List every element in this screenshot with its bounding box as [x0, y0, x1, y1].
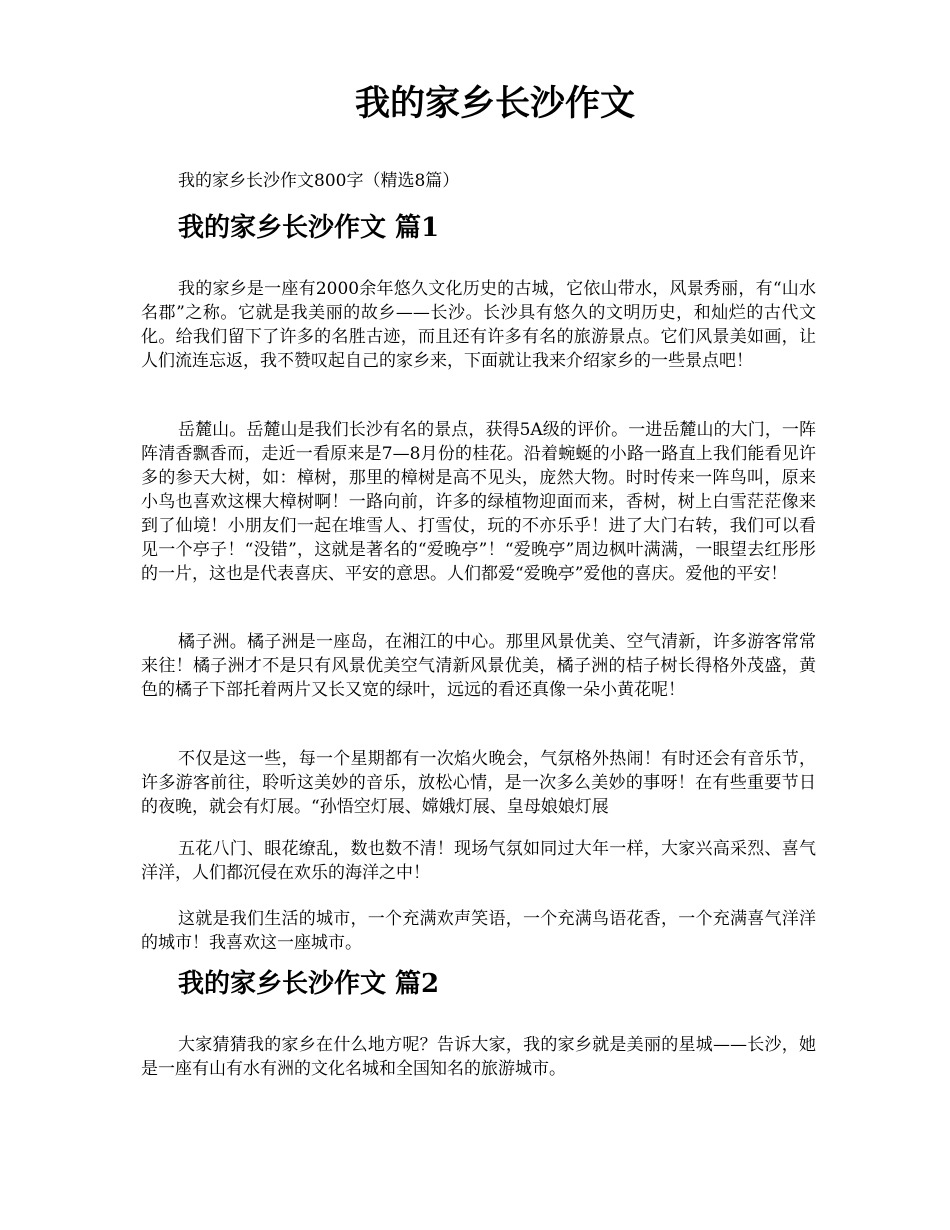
document-title: 我的家乡长沙作文: [354, 83, 635, 124]
paragraph: 不仅是这一些，每一个星期都有一次焰火晚会，气氛格外热闹！有时还会有音乐节，许多游客前往，聆听这美妙的音乐，放松心情，是一次多么美妙的事呀！在有些重要节日的夜晚，就会有灯展。“孙悟空灯展、嫦娥灯展、皇母娘娘灯展: [141, 749, 816, 817]
paragraph: 我的家乡是一座有2000余年悠久文化历史的古城，它依山带水，风景秀丽，有“山水名郡”之称。它就是我美丽的故乡——长沙。长沙具有悠久的文明历史，和灿烂的古代文化。给我们留下了许多的名胜古迹，而且还有许多有名的旅游景点。它们风景美如画，让人们流连忘返，我不赞叹起自己的家乡来，下面就让我来介绍家乡的一些景点吧！: [141, 279, 816, 371]
section-heading-2: 我的家乡长沙作文 篇2: [178, 969, 440, 999]
paragraph: 五花八门、眼花缭乱，数也数不清！现场气氛如同过大年一样，大家兴高采烈、喜气洋洋，人们都沉侵在欢乐的海洋之中！: [141, 839, 816, 883]
paragraph: 橘子洲。橘子洲是一座岛，在湘江的中心。那里风景优美、空气清新，许多游客常常来往！橘子洲才不是只有风景优美空气清新风景优美，橘子洲的桔子树长得格外茂盛，黄色的橘子下部托着两片又长又宽的绿叶，远远的看还真像一朵小黄花呢！: [141, 632, 816, 700]
paragraph: 这就是我们生活的城市，一个充满欢声笑语，一个充满鸟语花香，一个充满喜气洋洋的城市！我喜欢这一座城市。: [141, 909, 816, 953]
intro-line: 我的家乡长沙作文800字（精选8篇）: [178, 171, 460, 191]
paragraph: 岳麓山。岳麓山是我们长沙有名的景点，获得5A级的评价。一进岳麓山的大门，一阵阵清香飘香而，走近一看原来是7—8月份的桂花。沿着蜿蜒的小路一路直上我们能看见许多的参天大树，如：樟树，那里的樟树是高不见头，庞然大物。时时传来一阵鸟叫，原来小鸟也喜欢这棵大樟树啊！一路向前，许多的绿植物迎面而来，香树，树上白雪茫茫像来到了仙境！小朋友们一起在堆雪人、打雪仗，玩的不亦乐乎！进了大门右转，我们可以看见一个亭子！“没错”，这就是著名的“爱晚亭”！“爱晚亭”周边枫叶满满，一眼望去红彤彤的一片，这也是代表喜庆、平安的意思。人们都爱“爱晚亭”爱他的喜庆。爱他的平安！: [141, 420, 816, 584]
section-heading-1: 我的家乡长沙作文 篇1: [178, 213, 440, 243]
paragraph: 大家猜猜我的家乡在什么地方呢？告诉大家，我的家乡就是美丽的星城——长沙，她是一座有山有水有洲的文化名城和全国知名的旅游城市。: [141, 1035, 816, 1079]
